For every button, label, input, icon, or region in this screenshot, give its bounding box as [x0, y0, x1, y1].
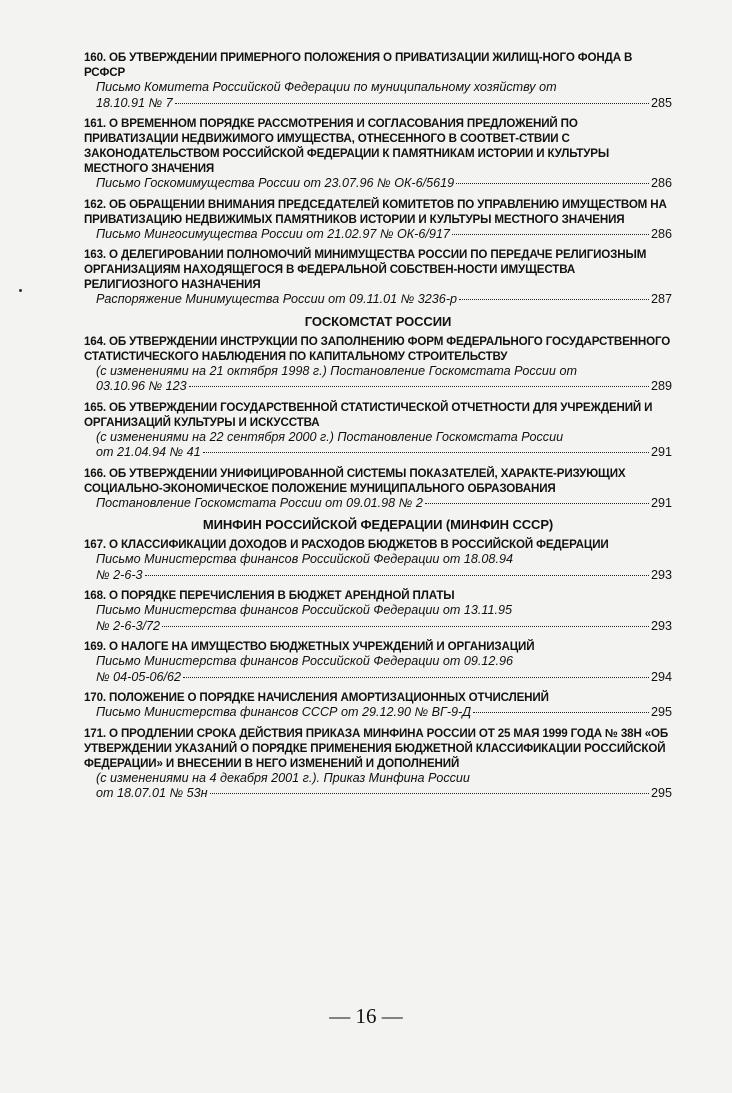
dot-leader [459, 298, 649, 300]
entry-page-number: 286 [650, 176, 672, 190]
entry-leader-line [84, 445, 672, 461]
toc-entry [84, 639, 672, 685]
entry-page-number: 291 [650, 445, 672, 459]
entry-leader-line [84, 96, 672, 112]
entry-reference: Письмо Министерства финансов СССР от 29.12.90 № ВГ-9-Д [96, 705, 472, 719]
entry-title: 164. ОБ УТВЕРЖДЕНИИ ИНСТРУКЦИИ ПО ЗАПОЛНЕНИЮ ФОРМ ФЕДЕРАЛЬНОГО ГОСУДАРСТВЕННОГО СТАТИСТИЧЕСКОГО НАБЛЮДЕНИЯ ПО КАПИТАЛЬНОМУ СТРОИТЕЛЬСТВУ [84, 334, 671, 363]
toc-entry [84, 466, 672, 512]
entry-title: 171. О ПРОДЛЕНИИ СРОКА ДЕЙСТВИЯ ПРИКАЗА МИНФИНА РОССИИ ОТ 25 МАЯ 1999 ГОДА № 38Н «ОБ УТВЕРЖДЕНИИ УКАЗАНИЙ О ПОРЯДКЕ ПРИМЕНЕНИЯ БЮДЖЕТНОЙ КЛАССИФИКАЦИИ РОССИЙСКОЙ ФЕДЕРАЦИИ» И ВНЕСЕНИИ В НЕГО ИЗМЕНЕНИЙ И ДОПОЛНЕНИЙ [84, 726, 669, 770]
toc-entry [84, 247, 672, 308]
entry-leader-line [84, 619, 672, 635]
entry-leader-line [84, 705, 672, 721]
toc-group-minfin [84, 537, 672, 802]
dot-leader [203, 451, 649, 453]
entry-leader-line [84, 670, 672, 686]
dot-leader [425, 502, 649, 504]
toc-group-goskomstat [84, 334, 672, 512]
section-heading-minfin: МИНФИН РОССИЙСКОЙ ФЕДЕРАЦИИ (МИНФИН СССР) [202, 517, 554, 532]
entry-reference: от 21.04.94 № 41 [96, 445, 201, 459]
entry-page-number: 289 [650, 379, 672, 393]
toc-page [84, 50, 672, 807]
entry-reference: Распоряжение Минимущества России от 09.11.01 № 3236-р [96, 292, 458, 306]
entry-reference: № 04-05-06/62 [96, 669, 182, 684]
dot-leader [175, 102, 649, 104]
dot-leader [473, 711, 649, 713]
entry-page-number: 285 [650, 95, 672, 110]
toc-entry [84, 334, 672, 395]
entry-reference: № 2-6-3 [96, 567, 143, 582]
entry-leader-line [84, 568, 672, 584]
entry-source: Письмо Министерства финансов Российской Федерации от 18.08.94 [96, 552, 513, 566]
dot-leader [189, 385, 649, 387]
entry-title: 161. О ВРЕМЕННОМ ПОРЯДКЕ РАССМОТРЕНИЯ И СОГЛАСОВАНИЯ ПРЕДЛОЖЕНИЙ ПО ПРИВАТИЗАЦИИ НЕДВИЖИМОГО ИМУЩЕСТВА, ОТНЕСЕННОГО В СООТВЕТ-СТВИИ С ЗАКОНОДАТЕЛЬСТВОМ РОССИЙСКОЙ ФЕДЕРАЦИИ К ПАМЯТНИКАМ ИСТОРИИ И КУЛЬТУРЫ МЕСТНОГО ЗНАЧЕНИЯ [84, 117, 610, 175]
entry-reference: 03.10.96 № 123 [96, 379, 187, 393]
toc-entry [84, 50, 672, 111]
toc-entry [84, 400, 672, 461]
entry-source: Письмо Министерства финансов Российской Федерации от 09.12.96 [96, 654, 513, 668]
entry-title: 167. О КЛАССИФИКАЦИИ ДОХОДОВ И РАСХОДОВ БЮДЖЕТОВ В РОССИЙСКОЙ ФЕДЕРАЦИИ [84, 538, 609, 551]
entry-leader-line [84, 292, 672, 308]
section-heading-goskomstat: ГОСКОМСТАТ РОССИИ [304, 313, 452, 329]
entry-title: 160. ОБ УТВЕРЖДЕНИИ ПРИМЕРНОГО ПОЛОЖЕНИЯ О ПРИВАТИЗАЦИИ ЖИЛИЩ-НОГО ФОНДА В РСФСР [84, 51, 633, 79]
dot-leader [145, 574, 649, 576]
entry-title: 169. О НАЛОГЕ НА ИМУЩЕСТВО БЮДЖЕТНЫХ УЧРЕЖДЕНИЙ И ОРГАНИЗАЦИЙ [84, 640, 535, 653]
dot-leader [210, 792, 649, 794]
entry-source: (с изменениями на 21 октября 1998 г.) Постановление Госкомстата России от [96, 363, 577, 378]
entry-leader-line [84, 496, 672, 512]
scan-speck [19, 289, 22, 292]
entry-title: 165. ОБ УТВЕРЖДЕНИИ ГОСУДАРСТВЕННОЙ СТАТИСТИЧЕСКОЙ ОТЧЕТНОСТИ ДЛЯ УЧРЕЖДЕНИЙ И ОРГАНИЗАЦИЙ КУЛЬТУРЫ И ИСКУССТВА [84, 400, 653, 429]
entry-leader-line [84, 176, 672, 192]
toc-entry [84, 197, 672, 243]
entry-page-number: 295 [650, 705, 672, 719]
entry-page-number: 295 [650, 786, 672, 800]
entry-page-number: 293 [650, 567, 672, 582]
entry-leader-line [84, 227, 672, 243]
entry-reference: № 2-6-3/72 [96, 618, 161, 633]
entry-page-number: 291 [650, 495, 672, 510]
entry-source: Письмо Министерства финансов Российской Федерации от 13.11.95 [96, 603, 513, 617]
entry-title: 162. ОБ ОБРАЩЕНИИ ВНИМАНИЯ ПРЕДСЕДАТЕЛЕЙ КОМИТЕТОВ ПО УПРАВЛЕНИЮ ИМУЩЕСТВОМ НА ПРИВАТИЗАЦИЮ НЕДВИЖИМЫХ ПАМЯТНИКОВ ИСТОРИИ И КУЛЬТУРЫ МЕСТНОГО ЗНАЧЕНИЯ [84, 197, 667, 226]
entry-reference: Письмо Мингосимущества России от 21.02.97 № ОК-6/917 [96, 226, 450, 241]
dot-leader [162, 625, 649, 627]
entry-reference: от 18.07.01 № 53н [96, 786, 208, 800]
toc-entry [84, 588, 672, 634]
toc-entry [84, 690, 672, 721]
dot-leader [183, 676, 649, 678]
dot-leader [456, 182, 649, 184]
page-number: — 16 — [329, 1004, 403, 1028]
entry-page-number: 287 [650, 292, 672, 306]
entry-title: 166. ОБ УТВЕРЖДЕНИИ УНИФИЦИРОВАННОЙ СИСТЕМЫ ПОКАЗАТЕЛЕЙ, ХАРАКТЕ-РИЗУЮЩИХ СОЦИАЛЬНО-ЭКОНОМИЧЕСКОЕ ПОЛОЖЕНИЕ МУНИЦИПАЛЬНОГО ОБРАЗОВАНИЯ [84, 466, 626, 495]
entry-title: 168. О ПОРЯДКЕ ПЕРЕЧИСЛЕНИЯ В БЮДЖЕТ АРЕНДНОЙ ПЛАТЫ [84, 589, 455, 602]
entry-reference: Постановление Госкомстата России от 09.01.98 № 2 [96, 495, 423, 510]
toc-entry [84, 116, 672, 192]
entry-reference: 18.10.91 № 7 [96, 95, 173, 110]
dot-leader [452, 233, 649, 235]
entry-source: (с изменениями на 22 сентября 2000 г.) Постановление Госкомстата России [96, 429, 564, 444]
entry-page-number: 286 [650, 226, 672, 241]
entry-title: 163. О ДЕЛЕГИРОВАНИИ ПОЛНОМОЧИЙ МИНИМУЩЕСТВА РОССИИ ПО ПЕРЕДАЧЕ РЕЛИГИОЗНЫМ ОРГАНИЗАЦИЯМ НАХОДЯЩЕГОСЯ В ФЕДЕРАЛЬНОЙ СОБСТВЕН-НОСТИ ИМУЩЕСТВА РЕЛИГИОЗНОГО НАЗНАЧЕНИЯ [84, 248, 647, 291]
toc-group-privatization [84, 50, 672, 308]
toc-entry [84, 537, 672, 583]
entry-leader-line [84, 379, 672, 395]
entry-reference: Письмо Госкомимущества России от 23.07.96 № ОК-6/5619 [96, 176, 455, 190]
entry-source: Письмо Комитета Российской Федерации по муниципальному хозяйству от [96, 80, 557, 94]
toc-entry [84, 726, 672, 802]
entry-source: (с изменениями на 4 декабря 2001 г.). Приказ Минфина России [96, 770, 470, 785]
entry-leader-line [84, 786, 672, 802]
entry-page-number: 293 [650, 618, 672, 633]
entry-page-number: 294 [650, 669, 672, 684]
entry-title: 170. ПОЛОЖЕНИЕ О ПОРЯДКЕ НАЧИСЛЕНИЯ АМОРТИЗАЦИОННЫХ ОТЧИСЛЕНИЙ [84, 691, 549, 704]
